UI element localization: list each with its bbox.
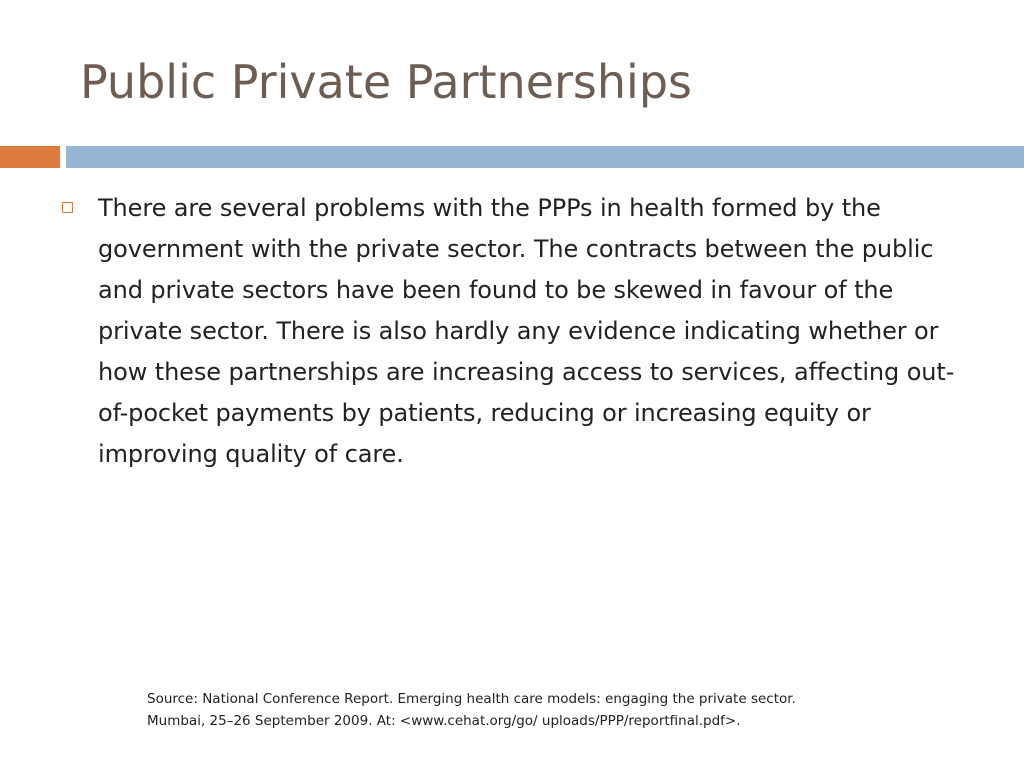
accent-bar-blue (66, 146, 1024, 168)
square-bullet-icon (62, 202, 73, 213)
bullet-text: There are several problems with the PPPs in health formed by the government with the private sector. The contracts between the public and private sectors have been found to be skewed in favour of the private sector. There is also hardly any evidence indicating whether or how these partnerships are increasing access to services, affecting out-of-pocket payments by patients, reducing or increasing equity or improving quality of care. (98, 194, 955, 468)
slide-title: Public Private Partnerships (80, 55, 692, 109)
source-line-1: Source: National Conference Report. Emerging health care models: engaging the private sector. (147, 691, 796, 707)
accent-bar-orange (0, 146, 60, 168)
source-line-2: Mumbai, 25–26 September 2009. At: <www.cehat.org/go/ uploads/PPP/reportfinal.pdf>. (147, 713, 741, 729)
source-citation (147, 688, 947, 732)
